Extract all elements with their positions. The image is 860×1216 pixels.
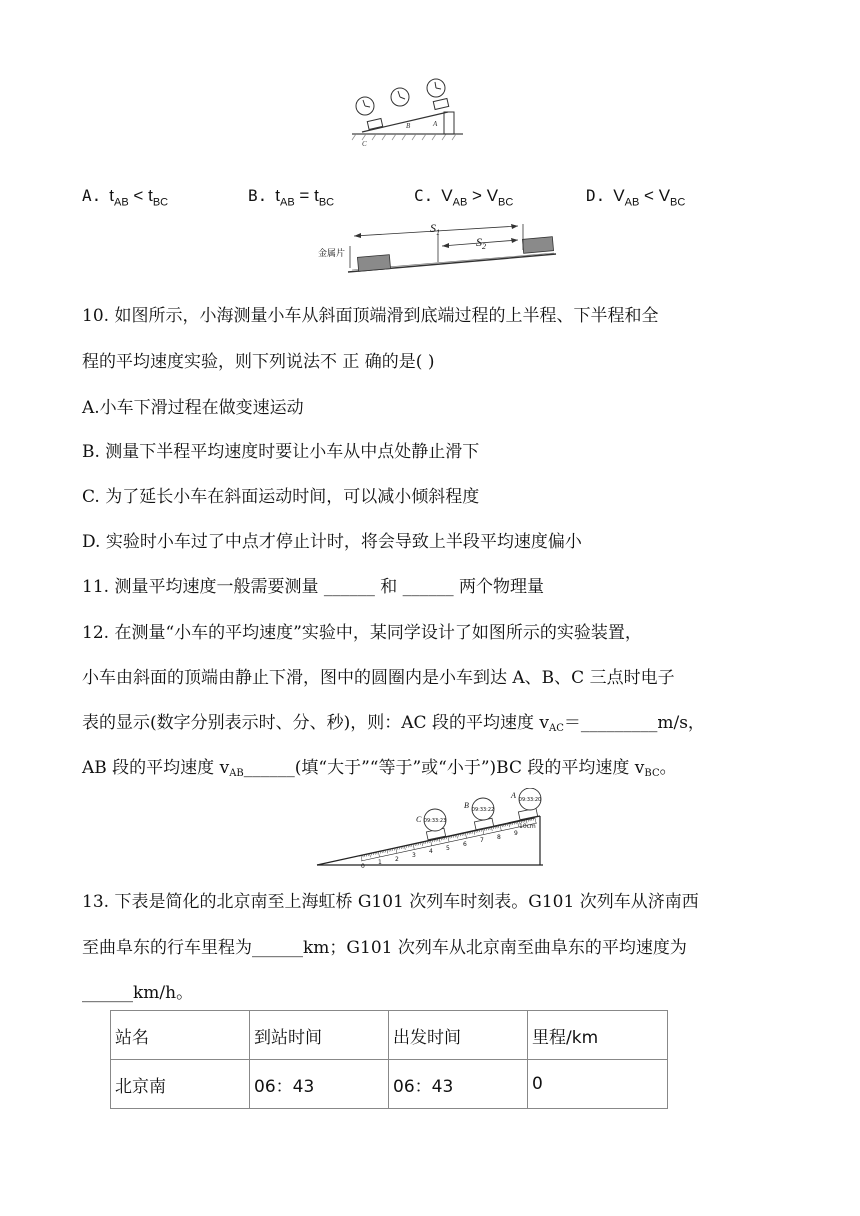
timetable [110, 1010, 668, 1109]
fig3-label-a: A [511, 791, 516, 800]
ruler-tick-mark [405, 846, 406, 850]
q9-option-d: D. $V_{AB} < V_{BC}$ [586, 186, 686, 209]
ruler-tick-1: 1 [378, 859, 382, 866]
timetable-header-distance: 里程/km [528, 1011, 668, 1060]
timetable-header-departure: 出发时间 [389, 1011, 528, 1060]
table-row [111, 1060, 668, 1109]
q10-stem-line1: 10. 如图所示，小海测量小车从斜面顶端滑到底端过程的上半程、下半程和全 [82, 306, 659, 326]
ruler-tick-mark [413, 844, 414, 849]
figure-incline-s1-s2 [318, 218, 558, 274]
q9-option-a: A. $t_{AB} < t_{BC}$ [82, 186, 169, 209]
ruler-tick-mark [378, 852, 379, 857]
ruler-tick-mark [509, 824, 510, 828]
fig2-label-s1-sub: 1 [436, 228, 440, 237]
ruler-tick-0: 0 [361, 863, 365, 868]
ruler-tick-mark [465, 833, 466, 838]
timetable-cell-departure: 06：43 [389, 1060, 528, 1109]
ruler-unit: 10cm [519, 823, 536, 830]
svg-text:S1 [430, 221, 440, 237]
q10-option-b: B. 测量下半程平均速度时要让小车从中点处静止滑下 [82, 442, 480, 462]
fig1-label-a: A [433, 120, 438, 128]
q12-stem-line3: 表的显示(数字分别表示时、分、秒)，则：AC 段的平均速度 vAC＝_________m/s， [82, 713, 705, 734]
q12-stem-line2: 小车由斜面的顶端由静止下滑，图中的圆圈内是小车到达 A、B、C 三点时电子 [82, 668, 675, 688]
timetable-cell-distance: 0 [528, 1060, 668, 1109]
fig2-label-s2-sub: 2 [482, 242, 486, 251]
ruler-tick-7: 7 [480, 837, 484, 844]
fig3-label-b: B [464, 801, 469, 810]
ruler-tick-mark [483, 829, 484, 834]
figure-incline-clocks [350, 76, 465, 148]
fig2-label-s2: S [476, 235, 482, 249]
q9-option-c: C. $V_{AB} > V_{BC}$ [414, 186, 514, 209]
fig1-label-b: B [406, 122, 411, 130]
q9-option-b: B. $t_{AB} = t_{BC}$ [248, 186, 335, 209]
ruler-tick-mark [431, 841, 432, 846]
ruler-tick-mark [387, 850, 388, 854]
q13-stem-line2: 至曲阜东的行车里程为______km；G101 次列车从北京南至曲阜东的平均速度为 [82, 938, 687, 958]
q13-stem-line3: ______km/h。 [82, 983, 194, 1003]
ruler-tick-5: 5 [446, 845, 450, 852]
ruler-tick-2: 2 [395, 856, 399, 863]
svg-text:S2 [476, 235, 486, 251]
q10-option-a: A.小车下滑过程在做变速运动 [82, 398, 304, 418]
fig2-label-s1: S [430, 221, 436, 235]
timetable-header-arrival: 到站时间 [250, 1011, 389, 1060]
stopwatch-b-time: 09:33:22 [471, 807, 495, 813]
ruler-tick-mark [422, 842, 423, 846]
ruler-tick-mark [370, 854, 371, 858]
ruler-tick-8: 8 [497, 834, 501, 841]
q12-stem-line4: AB 段的平均速度 vAB______(填“大于”“等于”或“小于”)BC 段的平均速度 vBC。 [82, 758, 677, 779]
ruler-tick-6: 6 [463, 841, 467, 848]
ruler-tick-3: 3 [412, 852, 416, 859]
timetable-header-station: 站名 [111, 1011, 250, 1060]
fig3-label-c: C [416, 815, 422, 824]
ruler-tick-mark [361, 856, 362, 861]
stopwatch-a-time: 09:33:20 [518, 797, 542, 803]
q10-option-c: C. 为了延长小车在斜面运动时间，可以减小倾斜程度 [82, 487, 480, 507]
timetable-header-row [111, 1011, 668, 1060]
q12-stem-line1: 12. 在测量“小车的平均速度”实验中，某同学设计了如图所示的实验装置， [82, 623, 642, 643]
ruler-tick-9: 9 [514, 830, 518, 837]
ruler-tick-mark [474, 831, 475, 835]
ruler-tick-mark [439, 839, 440, 843]
fig1-label-c: C [362, 140, 367, 148]
ruler-tick-mark [396, 848, 397, 853]
q10-stem-line2: 程的平均速度实验，则下列说法不 正 确的是( ) [82, 352, 435, 372]
ruler-tick-mark [457, 835, 458, 839]
q10-option-d: D. 实验时小车过了中点才停止计时，将会导致上半段平均速度偏小 [82, 532, 582, 552]
ruler-tick-4: 4 [429, 848, 433, 855]
q11-stem: 11. 测量平均速度一般需要测量 ______ 和 ______ 两个物理量 [82, 577, 545, 597]
q13-stem-line1: 13. 下表是简化的北京南至上海虹桥 G101 次列车时刻表。G101 次列车从济南西 [82, 892, 699, 912]
timetable-cell-station: 北京南 [111, 1060, 250, 1109]
figure-ruler-incline [315, 788, 545, 868]
ruler-tick-mark [448, 837, 449, 842]
ruler-tick-mark [492, 827, 493, 831]
fig2-label-metal: 金属片 [318, 249, 346, 259]
timetable-cell-arrival: 06：43 [250, 1060, 389, 1109]
ruler-tick-mark [500, 826, 501, 831]
stopwatch-c-time: 09:33:23 [423, 818, 447, 824]
